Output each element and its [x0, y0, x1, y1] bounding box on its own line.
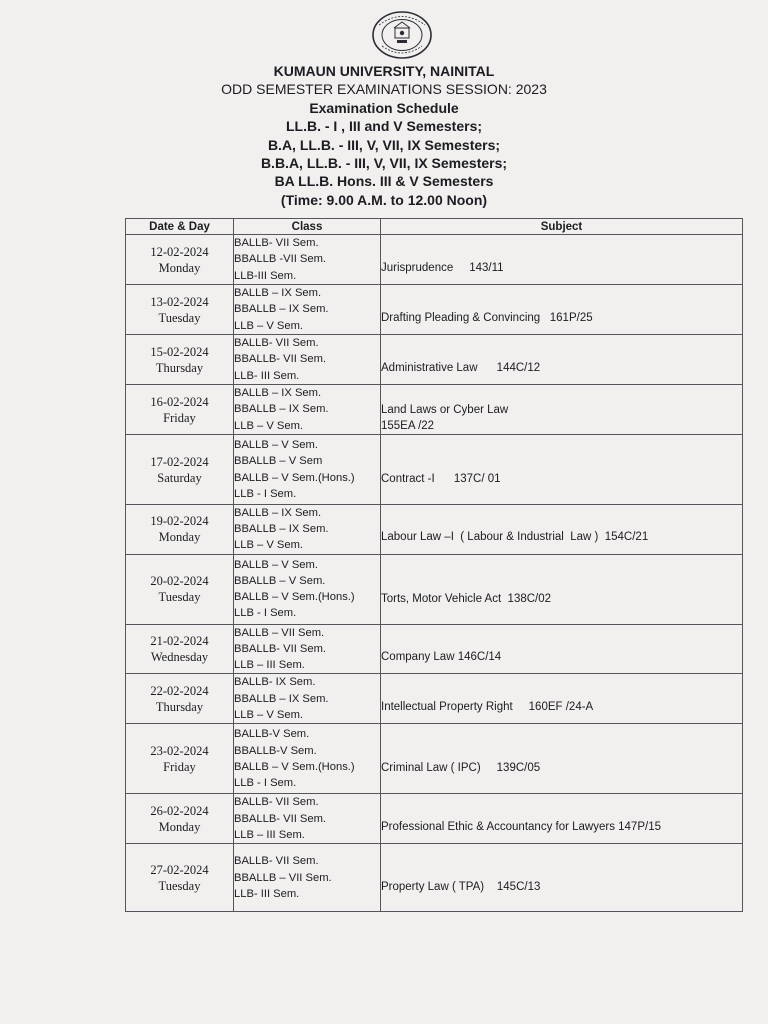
class-line: BBALLB- VII Sem.	[234, 353, 327, 366]
exam-date: 23-02-2024	[150, 743, 209, 758]
class-line: LLB- III Sem.	[234, 887, 300, 900]
exam-time: (Time: 9.00 A.M. to 12.00 Noon)	[280, 191, 488, 208]
class-cell	[234, 385, 381, 435]
table-body	[126, 235, 743, 912]
exam-date: 17-02-2024	[150, 454, 209, 469]
session-title: ODD SEMESTER EXAMINATIONS SESSION: 2023	[221, 81, 547, 98]
program-line: B.A, LL.B. - III, V, VII, IX Semesters;	[267, 136, 501, 153]
exam-date-cell	[126, 674, 234, 724]
exam-date-cell	[126, 724, 234, 794]
subject-line: Company Law 146C/14	[381, 650, 502, 663]
class-line: BALLB-V Sem.	[234, 728, 310, 741]
table-row	[126, 505, 743, 555]
program-line: LL.B. - I , III and V Semesters;	[285, 118, 483, 135]
class-line: LLB - I Sem.	[234, 607, 297, 620]
subject-line: Professional Ethic & Accountancy for Lawyers 147P/15	[381, 820, 661, 833]
class-line: LLB – V Sem.	[234, 708, 304, 721]
class-line: BALLB – IX Sem.	[234, 507, 322, 519]
exam-day: Friday	[163, 410, 196, 425]
university-name: KUMAUN UNIVERSITY, NAINITAL	[273, 63, 495, 79]
exam-day: Monday	[158, 530, 201, 545]
subject-cell	[381, 674, 743, 724]
subject-cell	[381, 505, 743, 555]
subject-cell	[381, 554, 743, 624]
subject-line: Contract -I 137C/ 01	[381, 473, 501, 485]
exam-day: Tuesday	[158, 878, 201, 893]
subject-line: Criminal Law ( IPC) 139C/05	[381, 762, 541, 775]
program-line: BA LL.B. Hons. III & V Semesters	[274, 173, 494, 190]
exam-date: 21-02-2024	[150, 633, 209, 648]
class-line: BBALLB – V Sem	[234, 455, 323, 468]
exam-date-cell	[126, 844, 234, 912]
class-line: LLB-III Sem.	[234, 269, 297, 282]
class-line: LLB - I Sem.	[234, 487, 297, 500]
table-row	[126, 235, 743, 285]
class-line: BBALLB – VII Sem.	[234, 871, 332, 884]
table-row	[126, 624, 743, 674]
subject-cell	[381, 794, 743, 844]
exam-day: Wednesday	[150, 649, 209, 664]
subject-line: Jurisprudence 143/11	[381, 261, 504, 274]
exam-date-cell	[126, 435, 234, 505]
class-cell	[234, 624, 381, 674]
class-line: BALLB- VII Sem.	[234, 237, 319, 250]
class-line: BBALLB – IX Sem.	[234, 523, 329, 536]
subject-cell	[381, 335, 743, 385]
class-line: LLB - I Sem.	[234, 776, 297, 789]
exam-date-cell	[126, 335, 234, 385]
exam-date-cell	[126, 554, 234, 624]
table-row	[126, 794, 743, 844]
subject-line: Labour Law –I ( Labour & Industrial Law ) 154C/21	[381, 531, 649, 544]
class-line: BALLB- VII Sem.	[234, 337, 319, 350]
university-seal-icon	[370, 10, 434, 60]
class-cell	[234, 674, 381, 724]
subject-cell	[381, 235, 743, 285]
subject-line: Intellectual Property Right 160EF /24-A	[381, 700, 594, 713]
exam-date: 27-02-2024	[150, 862, 209, 877]
class-line: BALLB- IX Sem.	[234, 676, 316, 689]
class-cell	[234, 285, 381, 335]
subject-cell	[381, 385, 743, 435]
class-line: BBALLB – IX Sem.	[234, 303, 329, 316]
subject-cell	[381, 285, 743, 335]
table-row	[126, 335, 743, 385]
class-line: LLB – III Sem.	[234, 828, 305, 841]
exam-day: Saturday	[157, 470, 202, 485]
class-line: BBALLB – V Sem.	[234, 574, 326, 587]
exam-date-cell	[126, 385, 234, 435]
subject-cell	[381, 435, 743, 505]
exam-date: 12-02-2024	[150, 244, 209, 259]
class-cell	[234, 844, 381, 912]
class-line: BBALLB – IX Sem.	[234, 692, 329, 705]
class-cell	[234, 724, 381, 794]
exam-date: 19-02-2024	[150, 514, 209, 529]
exam-day: Thursday	[155, 360, 204, 375]
exam-date-cell	[126, 285, 234, 335]
exam-date: 16-02-2024	[150, 394, 209, 409]
class-line: BBALLB- VII Sem.	[234, 642, 327, 655]
class-line: BBALLB-V Sem.	[234, 744, 317, 757]
exam-date-cell	[126, 624, 234, 674]
column-header-subject: Subject	[381, 219, 743, 235]
class-line: BALLB – IX Sem.	[234, 387, 322, 400]
subject-line: 155EA /22	[381, 419, 435, 432]
schedule-title: Examination Schedule	[309, 99, 459, 116]
exam-day: Tuesday	[158, 590, 201, 605]
subject-line: Drafting Pleading & Convincing 161P/25	[381, 311, 593, 324]
table-row	[126, 724, 743, 794]
class-cell	[234, 505, 381, 555]
exam-day: Thursday	[155, 699, 204, 714]
class-line: BALLB- VII Sem.	[234, 796, 319, 809]
class-line: BALLB – V Sem.(Hons.)	[234, 760, 355, 773]
program-line: B.B.A, LL.B. - III, V, VII, IX Semesters;	[260, 155, 508, 172]
class-line: BALLB – V Sem.(Hons.)	[234, 471, 355, 484]
subject-cell	[381, 724, 743, 794]
class-line: BALLB- VII Sem.	[234, 855, 319, 868]
exam-date: 15-02-2024	[150, 344, 209, 359]
exam-date: 13-02-2024	[150, 294, 209, 309]
table-row	[126, 435, 743, 505]
class-line: BBALLB -VII Sem.	[234, 253, 327, 266]
class-line: BALLB – IX Sem.	[234, 287, 322, 300]
class-line: BALLB – VII Sem.	[234, 626, 325, 639]
exam-day: Tuesday	[158, 310, 201, 325]
exam-day: Friday	[163, 759, 196, 774]
exam-date: 26-02-2024	[150, 803, 209, 818]
table-row	[126, 554, 743, 624]
class-cell	[234, 435, 381, 505]
class-line: LLB – V Sem.	[234, 319, 304, 332]
subject-cell	[381, 624, 743, 674]
subject-cell	[381, 844, 743, 912]
exam-day: Monday	[158, 819, 201, 834]
exam-date-cell	[126, 505, 234, 555]
class-cell	[234, 794, 381, 844]
exam-date-cell	[126, 235, 234, 285]
exam-day: Monday	[158, 260, 201, 275]
document-heading	[0, 62, 768, 209]
class-line: BALLB – V Sem.	[234, 558, 318, 571]
exam-date-cell	[126, 794, 234, 844]
subject-line: Land Laws or Cyber Law	[381, 403, 509, 416]
class-line: BBALLB – IX Sem.	[234, 403, 329, 416]
class-line: BBALLB- VII Sem.	[234, 812, 327, 825]
class-cell	[234, 335, 381, 385]
table-row	[126, 674, 743, 724]
subject-line: Administrative Law 144C/12	[381, 361, 541, 374]
class-line: BALLB – V Sem.	[234, 439, 318, 452]
class-line: LLB – V Sem.	[234, 539, 304, 552]
class-line: BALLB – V Sem.(Hons.)	[234, 591, 355, 604]
exam-schedule-table	[125, 218, 743, 912]
class-line: LLB – V Sem.	[234, 419, 304, 432]
table-row	[126, 844, 743, 912]
class-cell	[234, 235, 381, 285]
column-header-class: Class	[234, 219, 381, 235]
class-line: LLB – III Sem.	[234, 659, 305, 672]
subject-line: Property Law ( TPA) 145C/13	[381, 881, 541, 894]
table-header-row	[126, 219, 743, 235]
class-cell	[234, 554, 381, 624]
column-header-date: Date & Day	[126, 219, 234, 235]
subject-line: Torts, Motor Vehicle Act 138C/02	[381, 592, 552, 605]
table-row	[126, 285, 743, 335]
table-row	[126, 385, 743, 435]
exam-date: 22-02-2024	[150, 683, 209, 698]
class-line: LLB- III Sem.	[234, 369, 300, 382]
exam-date: 20-02-2024	[150, 574, 209, 589]
